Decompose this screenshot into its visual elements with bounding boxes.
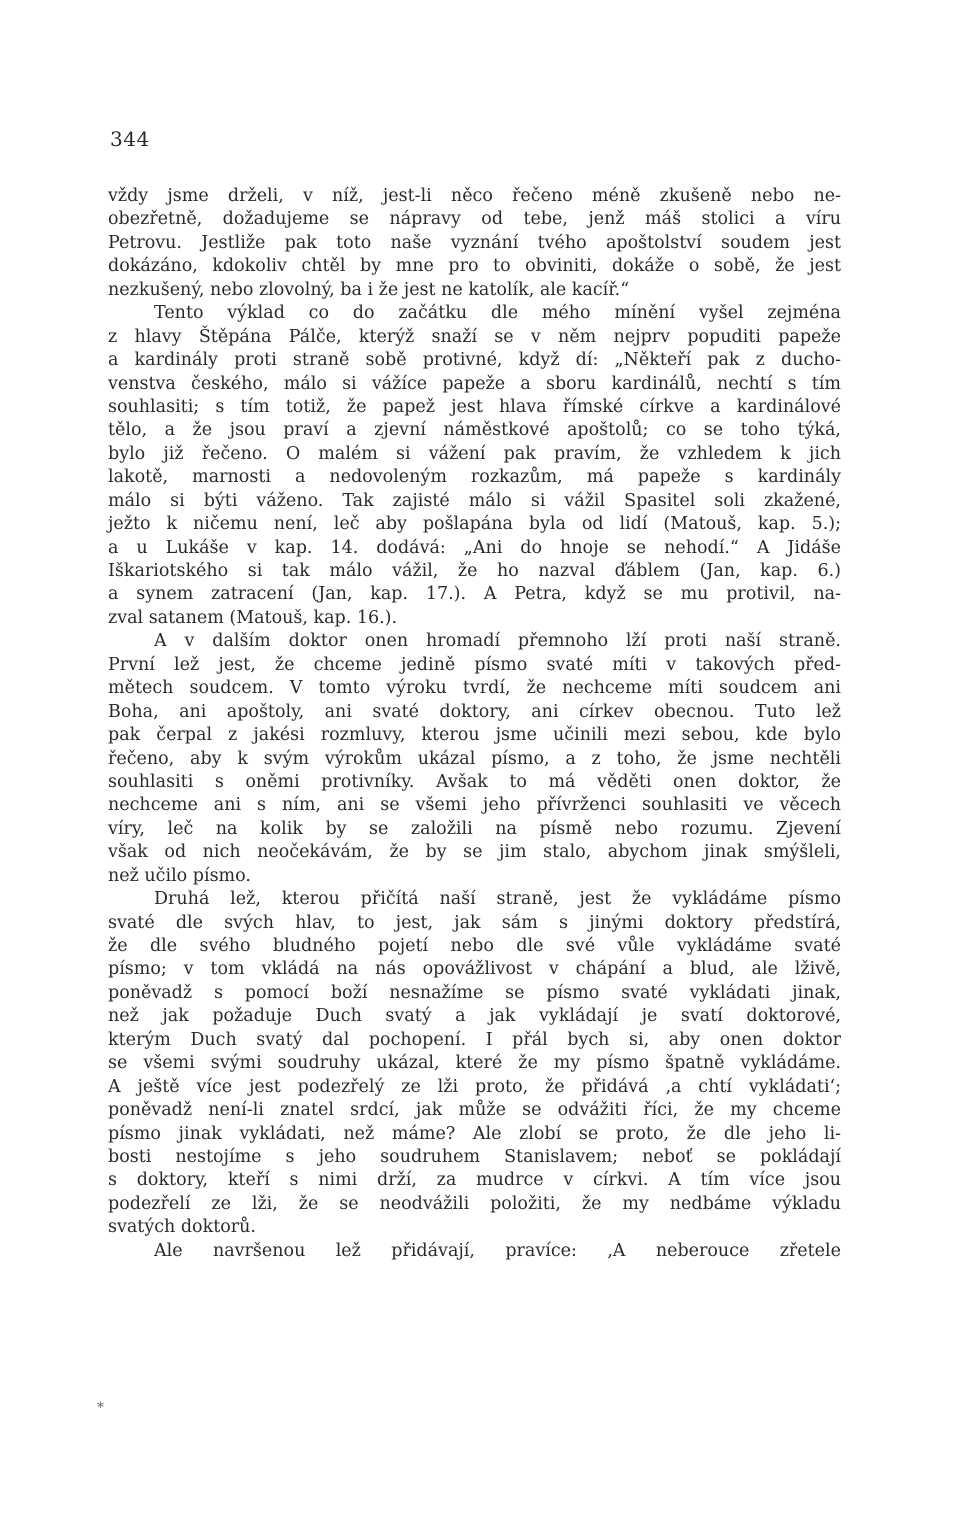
text-line: však od nich neočekávám, že by se jim stalo, abychom jinak smýšleli, [108, 842, 841, 863]
text-line: vždy jsme drželi, v níž, jest-li něco řečeno méně zkušeně nebo ne- [108, 186, 841, 206]
text-line: Tento výklad co do začátku dle mého mínění vyšel zejména [154, 303, 841, 324]
text-line: souhlasiti s oněmi protivníky. Avšak to má věděti onen doktor, že [108, 771, 841, 792]
text-line: bosti nestojíme s jeho soudruhem Stanislavem; neboť se pokládají [108, 1146, 841, 1167]
text-line: se všemi svými soudruhy ukázal, které že my písmo špatně vykládáme. [108, 1053, 841, 1074]
text-line: První lež jest, že chceme jedině písmo svaté míti v takových před- [108, 654, 841, 675]
text-line: obezřetně, dožadujeme se nápravy od tebe, jenž máš stolici a víru [108, 209, 841, 230]
text-line: kterým Duch svatý dal pochopení. I přál bych si, aby onen doktor [108, 1029, 841, 1050]
text-line: z hlavy Štěpána Pálče, kterýž snaží se v něm nejprv popuditi papeže [108, 326, 841, 347]
text-line: pak čerpal z jakési rozmluvy, kterou jsme učinili mezi sebou, kde bylo [108, 725, 841, 746]
text-line: svaté dle svých hlav, to jest, jak sám s jinými doktory předstírá, [108, 912, 841, 933]
text-line: že dle svého bludného pojetí nebo dle své vůle vykládáme svaté [108, 936, 841, 956]
text-line: A v dalším doktor onen hromadí přemnoho lží proti naší straně. [154, 631, 841, 652]
text-line: než jak požaduje Duch svatý a jak vykládají je svatí doktorové, [108, 1006, 841, 1027]
text-line: podezřelí ze lži, že se neodvážili položiti, že my nedbáme výkladu [108, 1193, 841, 1214]
text-line: venstva českého, málo si vážíce papeže a sboru kardinálů, nechtí s tím [108, 373, 841, 394]
text-line: řečeno, aby k svým výrokům ukázal písmo, a z toho, že jsme nechtěli [108, 748, 841, 769]
text-line: Petrovu. Jestliže pak toto naše vyznání tvého apoštolství soudem jest [108, 232, 841, 253]
text-line: Ale navršenou lež přidávají, pravíce: ‚A neberouce zřetele [154, 1240, 841, 1261]
text-line: Iškariotského si tak málo vážil, že ho nazval ďáblem (Jan, kap. 6.) [108, 561, 841, 581]
text-line: ježto k ničemu není, leč aby pošlapána byla od lidí (Matouš, kap. 5.); [108, 514, 841, 535]
text-line: nechceme ani s ním, ani se všemi jeho přívrženci souhlasiti ve věcech [108, 795, 841, 816]
text-line: písmo jinak vykládati, než máme? Ale zlobí se proto, že dle jeho li- [108, 1123, 841, 1144]
text-line: a u Lukáše v kap. 14. dodává: „Ani do hnoje se nehodí.“ A Jidáše [108, 537, 841, 558]
text-line: víry, leč na kolik by se založili na písmě nebo rozumu. Zjevení [108, 818, 841, 839]
text-line: a synem zatracení (Jan, kap. 17.). A Petra, když se mu protivil, na- [108, 584, 841, 605]
text-line: mětech soudcem. V tomto výroku tvrdí, že nechceme míti soudcem ani [108, 678, 841, 699]
page-mark: * [97, 1400, 104, 1416]
text-line: dokázáno, kdokoliv chtěl by mne pro to obviniti, dokáže o sobě, že jest [108, 256, 841, 277]
text-line: A ještě více jest podezřelý ze lži proto, že přidává ‚a chtí vykládati‘; [108, 1076, 841, 1097]
text-line: písmo; v tom vkládá na nás opovážlivost v chápání a blud, ale lživě, [108, 959, 841, 980]
text-line: Druhá lež, kterou přičítá naší straně, jest že vykládáme písmo [154, 889, 841, 910]
page-number: 344 [110, 127, 150, 151]
text-line: a kardinály proti straně sobě protivné, když dí: „Někteří pak z ducho- [108, 350, 841, 371]
text-line: poněvadž není-li znatel srdcí, jak může se odvážiti říci, že my chceme [108, 1100, 841, 1121]
text-line: bylo již řečeno. O malém si vážení pak pravím, že vzhledem k jich [108, 443, 841, 464]
text-line: zval satanem (Matouš, kap. 16.). [108, 607, 398, 628]
text-line: Boha, ani apoštoly, ani svaté doktory, ani církev obecnou. Tuto lež [108, 701, 841, 722]
text-line: málo si býti váženo. Tak zajisté málo si vážil Spasitel soli zkažené, [108, 490, 841, 511]
text-line: než učilo písmo. [108, 865, 251, 886]
text-line: souhlasiti; s tím totiž, že papež jest hlava římské církve a kardinálové [108, 396, 841, 417]
text-line: tělo, a že jsou praví a zjevní náměstkové apoštolů; co se toho týká, [108, 420, 841, 441]
text-line: s doktory, kteří s nimi drží, za mudrce v církvi. A tím více jsou [108, 1170, 841, 1191]
text-line: lakotě, marnosti a nedovoleným rozkazům, má papeže s kardinály [108, 467, 841, 488]
text-line: svatých doktorů. [108, 1217, 256, 1238]
text-line: poněvadž s pomocí boží nesnažíme se písmo svaté vykládati jinak, [108, 982, 841, 1003]
body-text [108, 185, 841, 1263]
text-line: nezkušený, nebo zlovolný, ba i že jest ne katolík, ale kacíř.“ [108, 279, 630, 300]
